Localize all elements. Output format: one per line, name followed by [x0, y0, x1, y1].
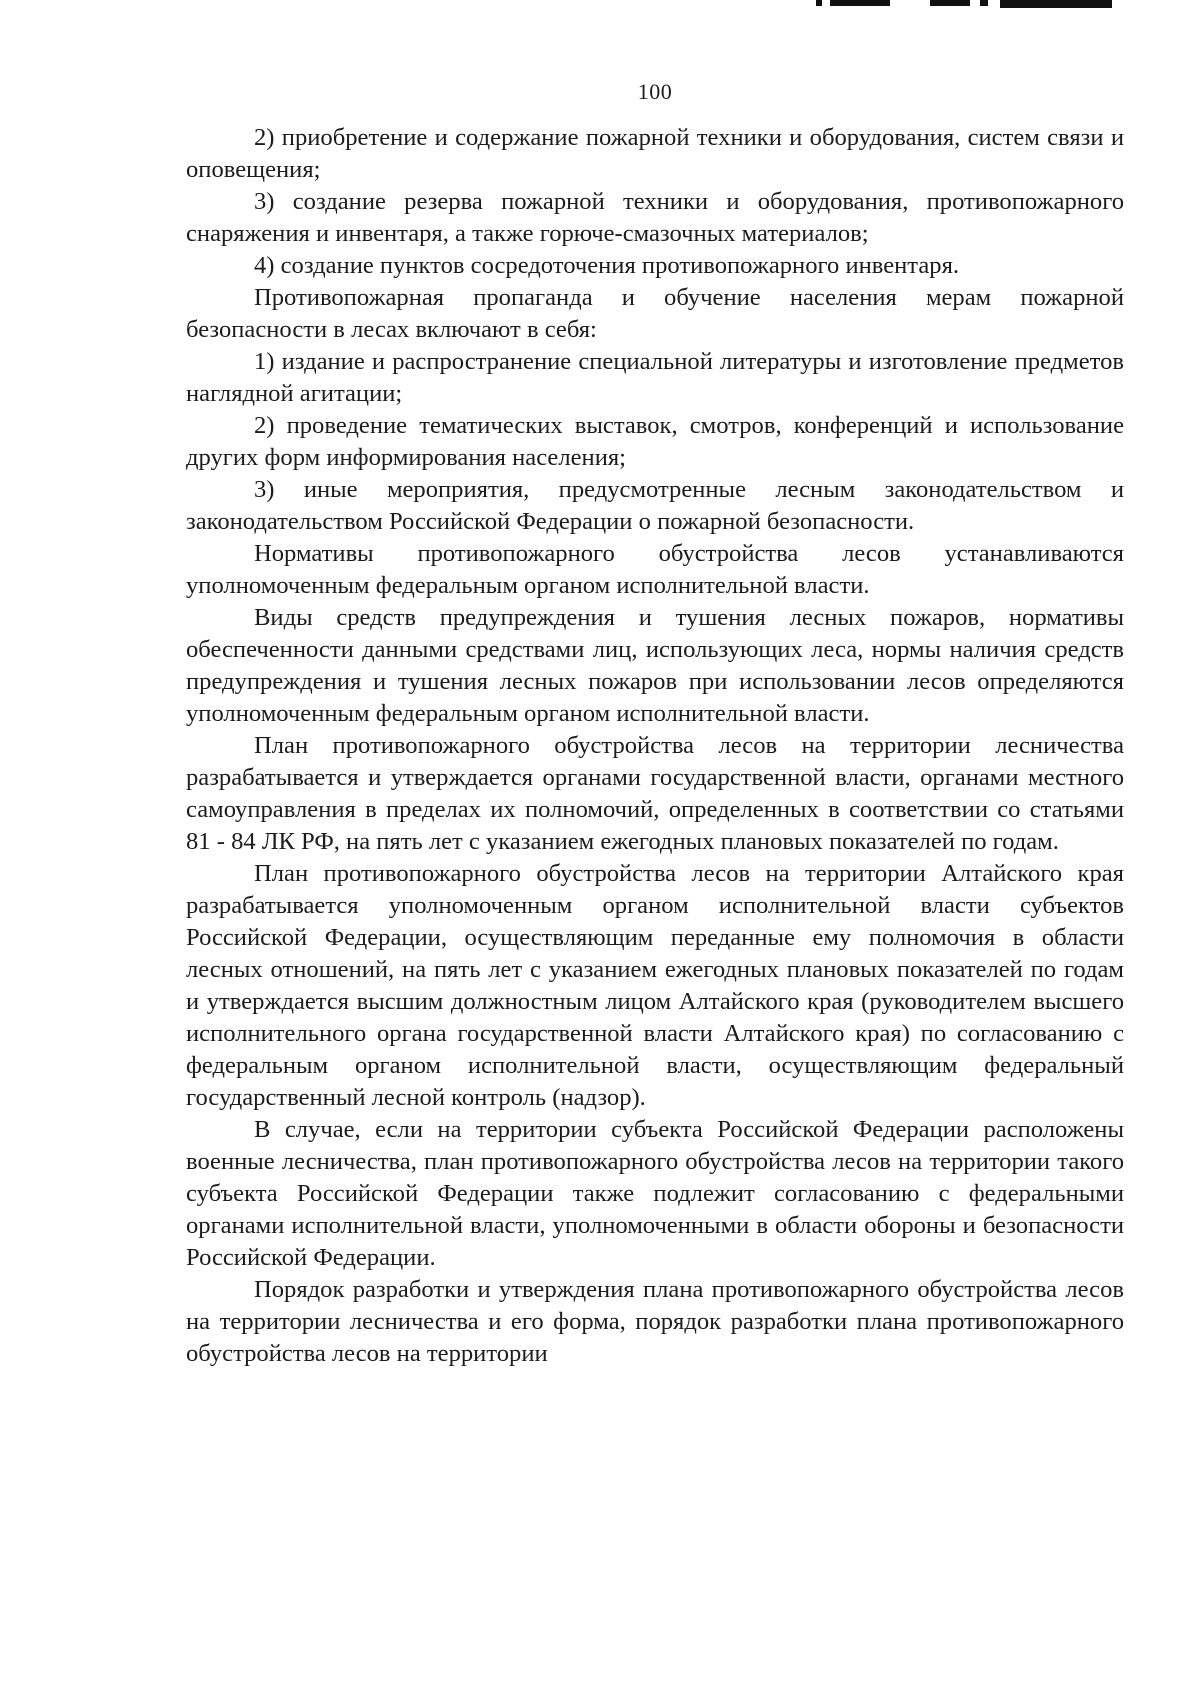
paragraph-item-4: 4) создание пунктов сосредоточения противопожарного инвентаря. [254, 252, 960, 279]
paragraph-item-2: 2) приобретение и содержание пожарной техники и оборудования, систем связи и оповещения; [186, 124, 1124, 183]
scan-artifact-marks [816, 0, 1116, 8]
paragraph-means-types: Виды средств предупреждения и тушения лесных пожаров, нормативы обеспеченности данными средствами лиц, использующих леса, нормы наличия средств предупреждения и тушения лесных пожаров при использовании лесов определяются уполномоченным федеральным органом исполнительной власти. [186, 604, 1124, 727]
paragraph-propaganda-3: 3) иные мероприятия, предусмотренные лесным законодательством и законодательством Российской Федерации о пожарной безопасности. [186, 476, 1124, 535]
page-number: 100 [637, 79, 673, 104]
paragraph-propaganda-1: 1) издание и распространение специальной литературы и изготовление предметов наглядной агитации; [186, 348, 1124, 407]
paragraph-propaganda-intro: Противопожарная пропаганда и обучение населения мерам пожарной безопасности в лесах включают в себя: [186, 284, 1124, 343]
paragraph-procedure: Порядок разработки и утверждения плана противопожарного обустройства лесов на территории лесничества и его форма, порядок разработки плана противопожарного обустройства лесов на территории [186, 1276, 1124, 1367]
paragraph-norms: Нормативы противопожарного обустройства лесов устанавливаются уполномоченным федеральным органом исполнительной власти. [186, 540, 1124, 599]
paragraph-forestry-plan: План противопожарного обустройства лесов на территории лесничества разрабатывается и утверждается органами государственной власти, органами местного самоуправления в пределах их полномочий, определенных в соответствии со статьями 81 - 84 ЛК РФ, на пять лет с указанием ежегодных плановых показателей по годам. [186, 732, 1124, 855]
paragraph-altai-plan: План противопожарного обустройства лесов на территории Алтайского края разрабатывается уполномоченным органом исполнительной власти субъектов Российской Федерации, осуществляющим переданные ему полномочия в области лесных отношений, на пять лет с указанием ежегодных плановых показателей по годам и утверждается высшим должностным лицом Алтайского края (руководителем высшего исполнительного органа государственной власти Алтайского края) по согласованию с федеральным органом исполнительной власти, осуществляющим федеральный государственный лесной контроль (надзор). [186, 860, 1124, 1111]
document-page [186, 62, 1124, 1370]
paragraph-item-3: 3) создание резерва пожарной техники и оборудования, противопожарного снаряжения и инвентаря, а также горюче-смазочных материалов; [186, 188, 1124, 247]
paragraph-propaganda-2: 2) проведение тематических выставок, смотров, конференций и использование других форм информирования населения; [186, 412, 1124, 471]
paragraph-military-forestry: В случае, если на территории субъекта Российской Федерации расположены военные лесничества, план противопожарного обустройства лесов на территории такого субъекта Российской Федерации также подлежит согласованию с федеральными органами исполнительной власти, уполномоченными в области обороны и безопасности Российской Федерации. [186, 1116, 1124, 1271]
